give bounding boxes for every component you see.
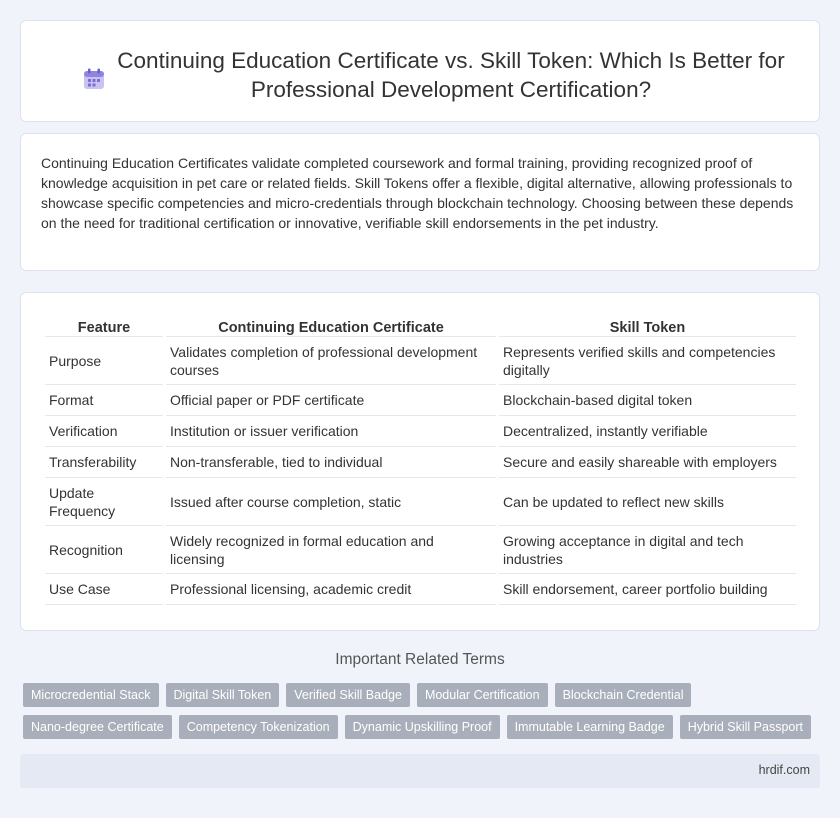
related-terms-title: Important Related Terms bbox=[335, 651, 505, 668]
page-title: Continuing Education Certificate vs. Skill Token: Which Is Better for Professional Development Certification? bbox=[117, 48, 785, 102]
row-certificate: Professional licensing, academic credit bbox=[166, 574, 496, 605]
related-term-tag[interactable]: Modular Certification bbox=[417, 683, 548, 707]
row-feature: Verification bbox=[45, 416, 163, 447]
related-term-tag[interactable]: Blockchain Credential bbox=[555, 683, 692, 707]
related-term-tag[interactable]: Dynamic Upskilling Proof bbox=[345, 715, 500, 739]
row-feature: Purpose bbox=[45, 337, 163, 385]
table-row bbox=[45, 574, 796, 605]
row-certificate: Issued after course completion, static bbox=[166, 478, 496, 526]
table-row bbox=[45, 478, 796, 526]
table-row bbox=[45, 416, 796, 447]
related-term-tag[interactable]: Verified Skill Badge bbox=[286, 683, 410, 707]
row-feature: Transferability bbox=[45, 447, 163, 478]
header-skill-token: Skill Token bbox=[499, 315, 796, 337]
row-certificate: Widely recognized in formal education and licensing bbox=[166, 526, 496, 574]
row-certificate: Official paper or PDF certificate bbox=[166, 385, 496, 416]
row-skill-token: Can be updated to reflect new skills bbox=[499, 478, 796, 526]
row-skill-token: Growing acceptance in digital and tech industries bbox=[499, 526, 796, 574]
title-card bbox=[20, 20, 820, 122]
related-term-tag[interactable]: Microcredential Stack bbox=[23, 683, 159, 707]
related-term-tag[interactable]: Hybrid Skill Passport bbox=[680, 715, 811, 739]
table-row bbox=[45, 526, 796, 574]
row-skill-token: Represents verified skills and competencies digitally bbox=[499, 337, 796, 385]
row-skill-token: Decentralized, instantly verifiable bbox=[499, 416, 796, 447]
related-term-tag[interactable]: Digital Skill Token bbox=[166, 683, 280, 707]
row-certificate: Institution or issuer verification bbox=[166, 416, 496, 447]
header-feature: Feature bbox=[45, 315, 163, 337]
header-certificate: Continuing Education Certificate bbox=[166, 315, 496, 337]
related-terms-tags bbox=[23, 683, 823, 739]
row-skill-token: Skill endorsement, career portfolio building bbox=[499, 574, 796, 605]
row-certificate: Non-transferable, tied to individual bbox=[166, 447, 496, 478]
row-feature: Recognition bbox=[45, 526, 163, 574]
footer-site-link[interactable]: hrdif.com bbox=[758, 763, 810, 777]
row-feature: Update Frequency bbox=[45, 478, 163, 526]
comparison-table bbox=[42, 315, 799, 605]
table-row bbox=[45, 385, 796, 416]
row-skill-token: Blockchain-based digital token bbox=[499, 385, 796, 416]
related-term-tag[interactable]: Nano-degree Certificate bbox=[23, 715, 172, 739]
table-row bbox=[45, 447, 796, 478]
row-skill-token: Secure and easily shareable with employers bbox=[499, 447, 796, 478]
intro-paragraph: Continuing Education Certificates validate completed coursework and formal training, providing recognized proof of knowledge acquisition in pet care or related fields. Skill Tokens offer a flexible, digital alternative, allowing professionals to showcase specific competencies and micro-credentials through blockchain technology. Choosing between these depends on the need for traditional certification or innovative, verifiable skill endorsements in the pet industry. bbox=[41, 155, 794, 231]
row-certificate: Validates completion of professional development courses bbox=[166, 337, 496, 385]
intro-card bbox=[20, 133, 820, 271]
row-feature: Format bbox=[45, 385, 163, 416]
related-term-tag[interactable]: Immutable Learning Badge bbox=[507, 715, 673, 739]
table-row bbox=[45, 337, 796, 385]
related-term-tag[interactable]: Competency Tokenization bbox=[179, 715, 338, 739]
footer bbox=[20, 754, 820, 788]
comparison-table-card bbox=[20, 292, 820, 631]
row-feature: Use Case bbox=[45, 574, 163, 605]
